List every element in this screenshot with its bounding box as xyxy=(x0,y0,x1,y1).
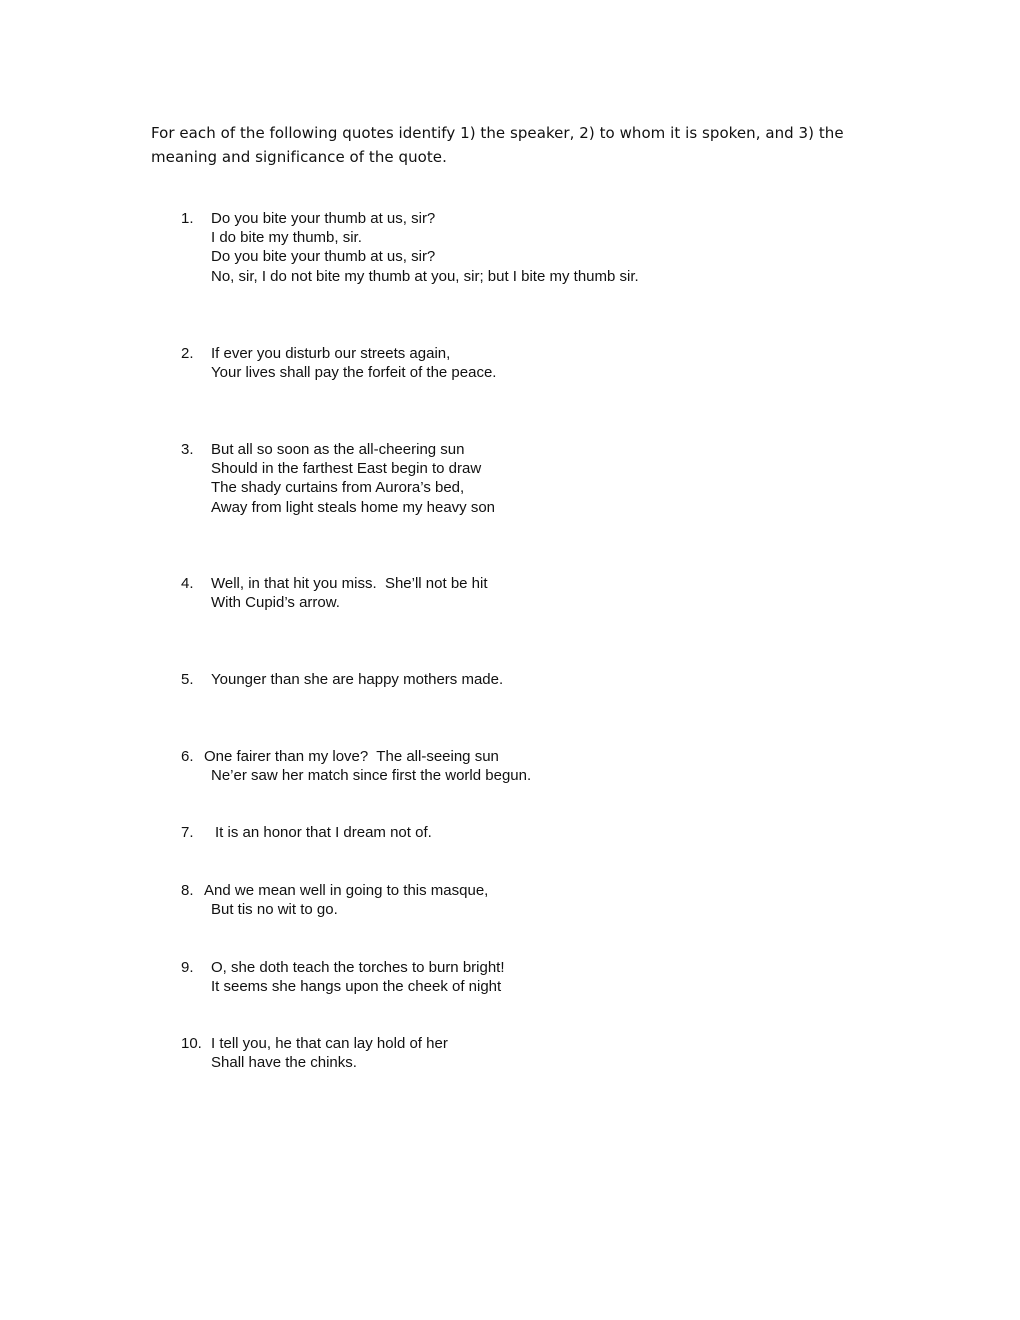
quote-line: Younger than she are happy mothers made. xyxy=(211,671,504,688)
quote-line: The shady curtains from Aurora’s bed, xyxy=(211,479,465,497)
quote-line: With Cupid’s arrow. xyxy=(211,594,340,612)
quote-line: It is an honor that I dream not of. xyxy=(215,824,432,841)
quote-line: It seems she hangs upon the cheek of night xyxy=(211,978,502,996)
quote-line: Do you bite your thumb at us, sir? xyxy=(211,248,436,266)
quote-item-9 xyxy=(181,958,505,996)
quote-item-10 xyxy=(181,1034,448,1072)
quote-number: 7. xyxy=(181,824,194,841)
quote-line: If ever you disturb our streets again, xyxy=(211,345,451,362)
quote-line: No, sir, I do not bite my thumb at you, sir; but I bite my thumb sir. xyxy=(211,267,639,285)
quote-line: Well, in that hit you miss. She’ll not be hit xyxy=(211,575,488,592)
quote-line: But all so soon as the all-cheering sun xyxy=(211,441,465,458)
quote-line: But tis no wit to go. xyxy=(211,901,338,919)
quote-line: And we mean well in going to this masque, xyxy=(204,882,489,899)
quote-line: Away from light steals home my heavy son xyxy=(211,498,496,516)
quote-number: 2. xyxy=(181,345,194,362)
quote-line: O, she doth teach the torches to burn bright! xyxy=(211,959,505,976)
quote-number: 4. xyxy=(181,575,194,592)
quote-line: Should in the farthest East begin to draw xyxy=(211,460,482,478)
quote-number: 5. xyxy=(181,671,194,688)
instructions-text: For each of the following quotes identify 1) the speaker, 2) to whom it is spoken, and 3) the meaning and significance of the quote. xyxy=(151,124,844,166)
quote-line: Ne’er saw her match since first the world begun. xyxy=(211,767,532,785)
quote-item-7 xyxy=(181,823,432,842)
quote-number: 6. xyxy=(181,748,194,765)
quote-line: One fairer than my love? The all-seeing sun xyxy=(204,748,499,765)
quote-number: 9. xyxy=(181,959,194,976)
quote-item-4 xyxy=(181,574,488,612)
quote-item-1 xyxy=(181,209,639,286)
quote-item-5 xyxy=(181,670,503,689)
quote-item-6 xyxy=(181,747,531,785)
quote-item-2 xyxy=(181,344,496,382)
quote-line: I do bite my thumb, sir. xyxy=(211,229,362,247)
quote-line: Shall have the chinks. xyxy=(211,1054,357,1072)
quote-line: I tell you, he that can lay hold of her xyxy=(211,1035,448,1052)
quote-number: 1. xyxy=(181,210,194,227)
quote-number: 10. xyxy=(181,1035,202,1052)
quote-number: 3. xyxy=(181,441,194,458)
quote-item-8 xyxy=(181,881,488,919)
quote-item-3 xyxy=(181,440,495,517)
quote-line: Do you bite your thumb at us, sir? xyxy=(211,210,436,227)
quote-line: Your lives shall pay the forfeit of the peace. xyxy=(211,364,497,382)
quote-number: 8. xyxy=(181,882,194,899)
